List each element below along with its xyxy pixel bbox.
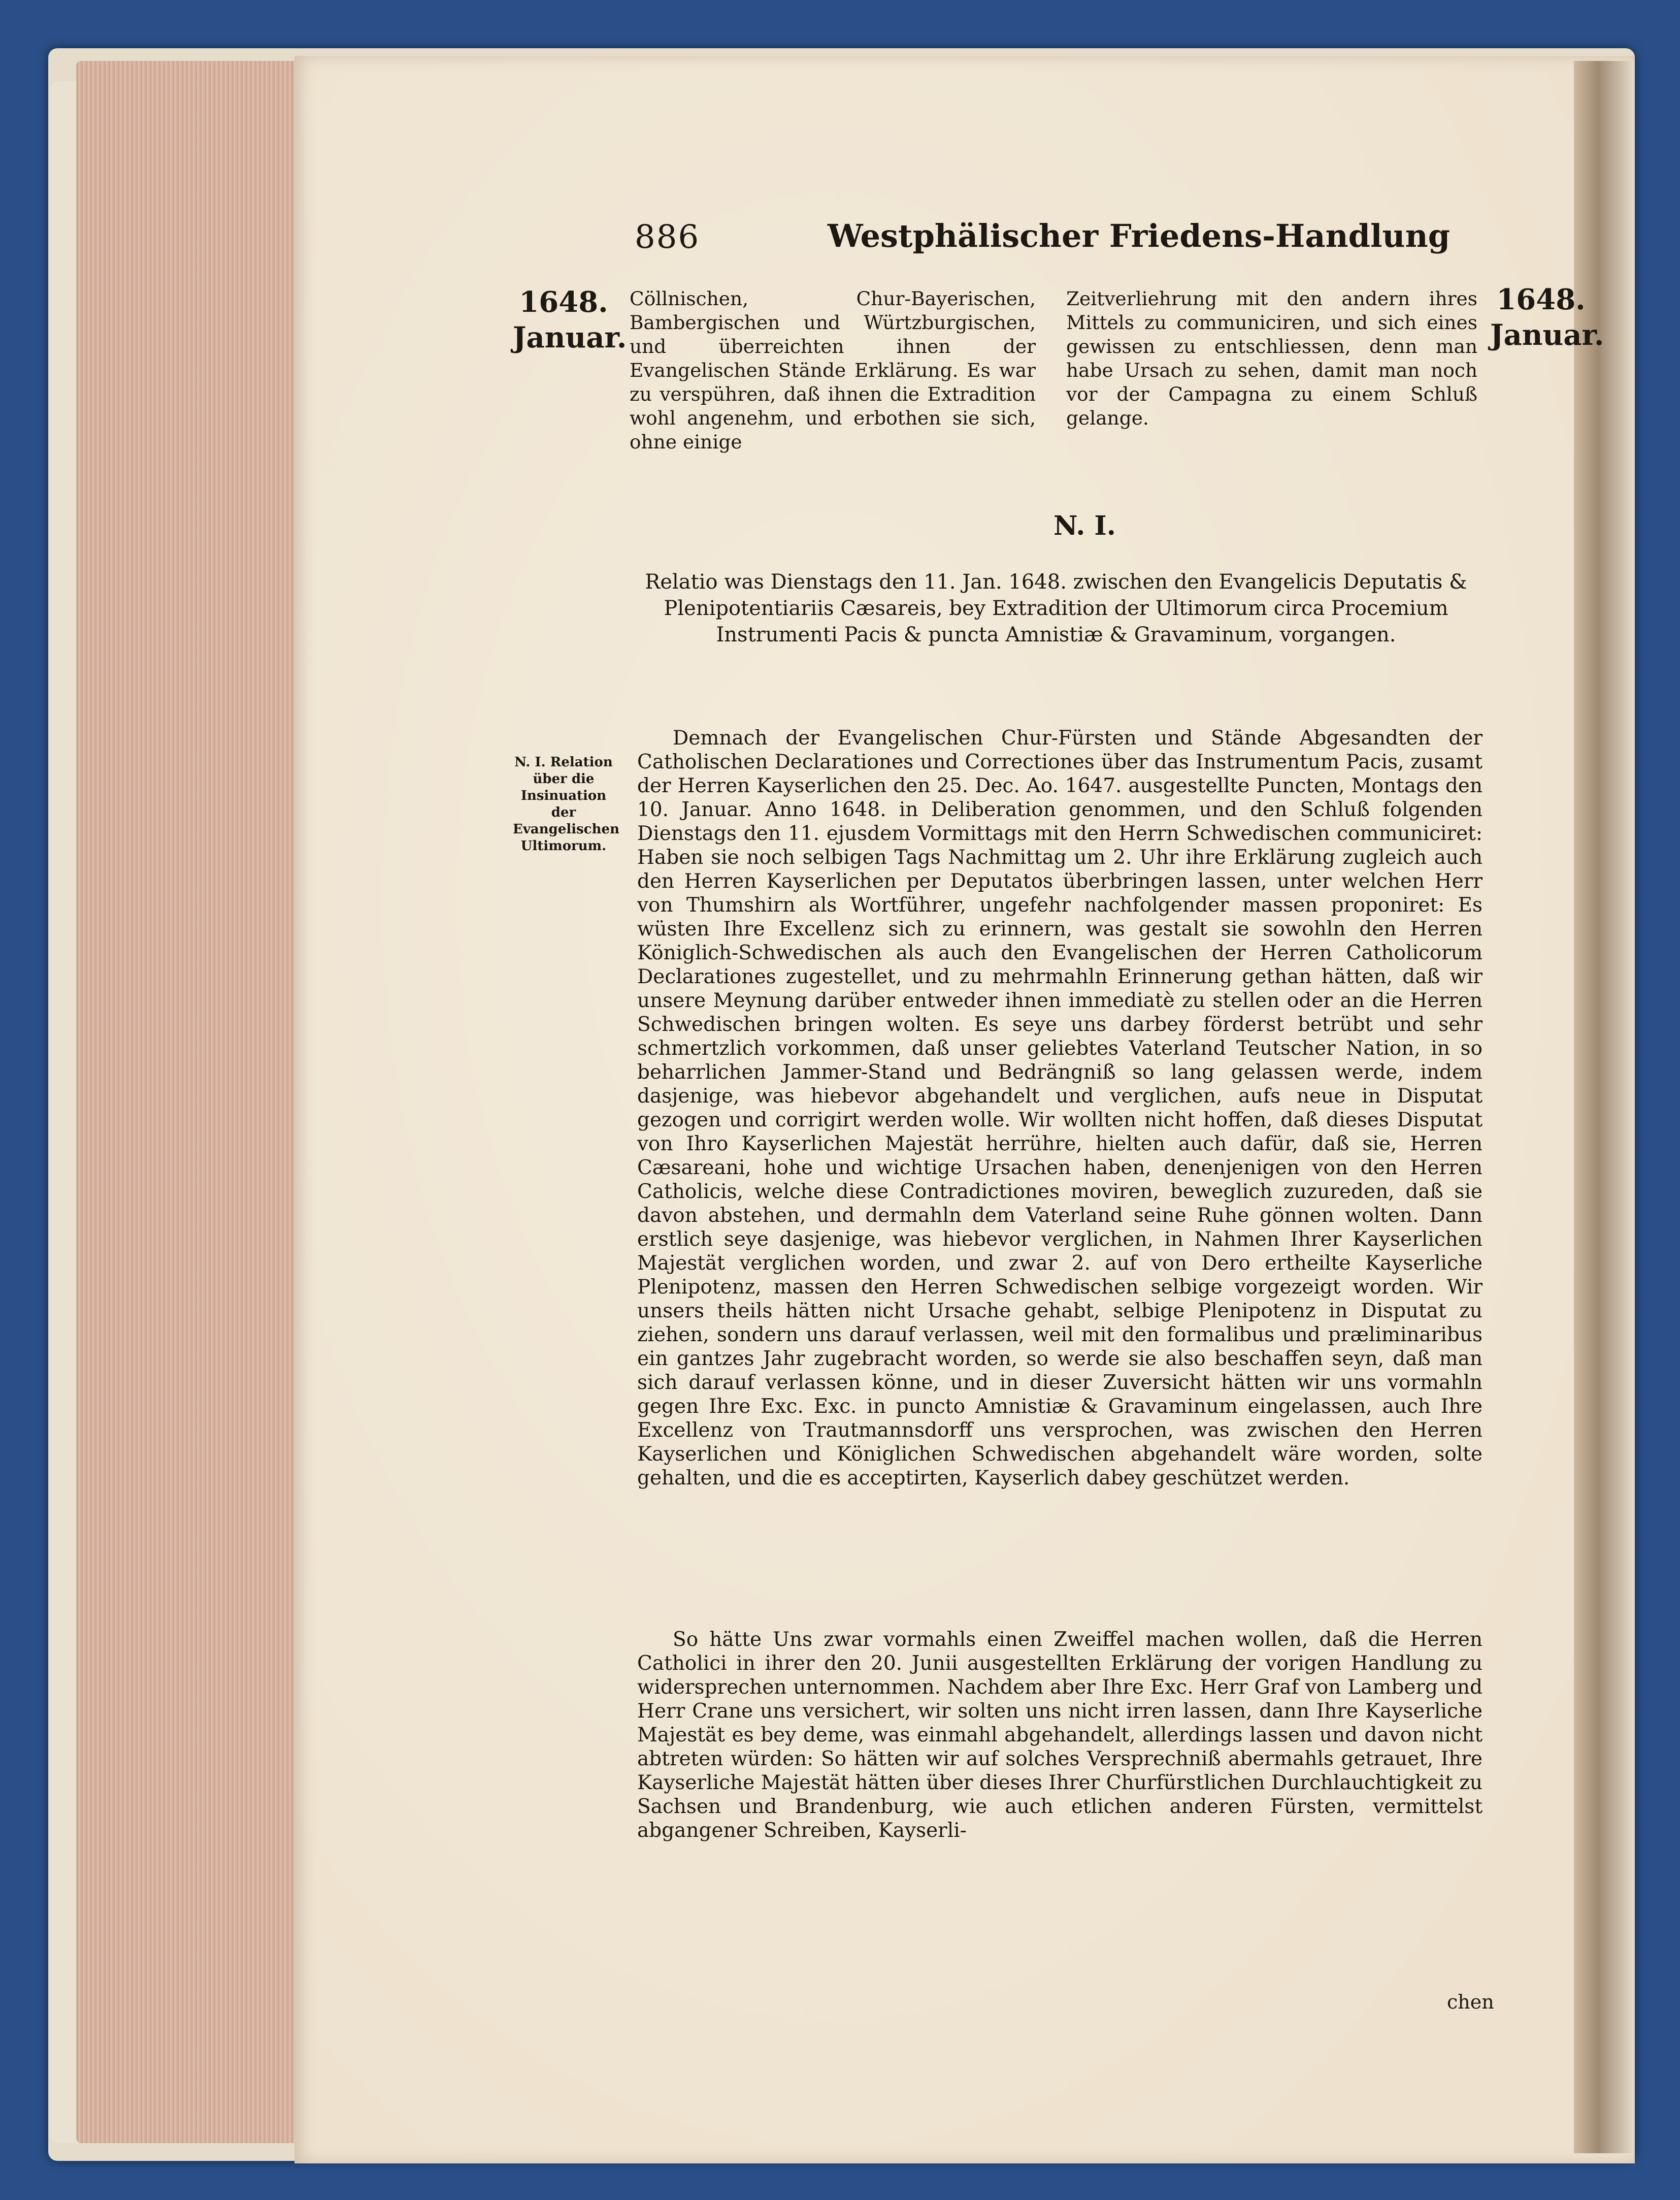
catchword: chen bbox=[1447, 1991, 1494, 2013]
book-gutter bbox=[1574, 61, 1635, 2153]
margin-year-left-year: 1648. bbox=[519, 285, 608, 319]
marginal-note: N. I. Relation über die Insinuation der Evangelischen Ultimorum. bbox=[513, 755, 619, 854]
margin-year-left bbox=[513, 284, 627, 355]
document-title: Relatio was Dienstags den 11. Jan. 1648. zwischen den Evangelicis Deputatis & Plenipotentiariis Cæsareis, bey Extradition der Ultimorum circa Procemium Instrumenti Pacis & puncta Amnistiæ & Gravaminum, vorgangen. bbox=[645, 570, 1467, 646]
margin-year-right bbox=[1490, 282, 1604, 353]
margin-year-right-year: 1648. bbox=[1496, 283, 1586, 316]
page-block-edge bbox=[76, 61, 294, 2143]
margin-year-right-month: Januar. bbox=[1490, 318, 1604, 352]
body-paragraph-2: So hätte Uns zwar vormahls einen Zweiffel machen wollen, daß die Herren Catholici in ihrer den 20. Junii ausgestellten Erklärung der vorigen Handlung zu widersprechen unternommen. Nachdem aber Ihre Exc. Herr Graf von Lamberg und Herr Crane uns versichert, wir solten uns nicht irren lassen, dann Ihre Kayserliche Majestät es bey deme, was einmahl abgehandelt, allerdings lassen und davon nicht abtreten würden: So hätten wir auf solches Versprechniß abermahls getrauet, Ihre Kayserliche Majestät hätten über dieses Ihrer Churfürstlichen Durchlauchtigkeit zu Sachsen und Brandenburg, wie auch etlichen anderen Fürsten, vermittelst abgangener Schreiben, Kayserli- bbox=[637, 1628, 1483, 1842]
section-number: N. I. bbox=[1053, 510, 1116, 541]
text-column-left: Cöllnischen, Chur-Bayerischen, Bambergischen und Würtzburgischen, und überreichten ihnen der Evangelischen Stände Erklärung. Es war zu verspühren, daß ihnen die Extradition wohl angenehm, und erbothen sie sich, ohne einige bbox=[630, 287, 1036, 453]
running-head: Westphälischer Friedens-Handlung bbox=[828, 217, 1451, 254]
text-column-right: Zeitverliehrung mit den andern ihres Mittels zu communiciren, und sich eines gewissen zu entschliessen, denn man habe Ursach zu sehen, damit man noch vor der Campagna zu einem Schluß gelange. bbox=[1066, 287, 1477, 429]
body-paragraph-1: Demnach der Evangelischen Chur-Fürsten und Stände Abgesandten der Catholischen Declarationes und Correctiones über das Instrumentum Pacis, zusamt der Herren Kayserlichen den 25. Dec. Ao. 1647. ausgestellte Puncten, Montags den 10. Januar. Anno 1648. in Deliberation genommen, und den Schluß folgenden Dienstags den 11. ejusdem Vormittags mit den Herrn Schwedischen communiciret: Haben sie noch selbigen Tags Nachmittag um 2. Uhr ihre Erklärung zugleich auch den Herren Kayserlichen per Deputatos überbringen lassen, unter welchen Herr von Thumshirn als Wortführer, ungefehr nachfolgender massen proponiret: Es wüsten Ihre Excellenz sich zu erinnern, was gestalt sie sowohln den Herren Königlich-Schwedischen als auch den Evangelischen der Herren Catholicorum Declarationes zugestellet, und zu mehrmahln Erinnerung gethan hätten, daß wir unsere Meynung darüber entweder ihnen immediatè zu stellen oder an die Herren Schwedischen bringen wolten. Es seye uns darbey förderst betrübt und sehr schmertzlich vorkommen, daß unser geliebtes Vaterland Teutscher Nation, in so beharrlichen Jammer-Stand und Bedrängniß so lang gelassen werde, indem dasjenige, was hiebevor abgehandelt und verglichen, aufs neue in Disputat gezogen und corrigirt werden wolle. Wir wollten nicht hoffen, daß dieses Disputat von Ihro Kayserlichen Majestät herrühre, hielten auch dafür, daß sie, Herren Cæsareani, hohe und wichtige Ursachen haben, denenjenigen von den Herren Catholicis, welche diese Contradictiones moviren, beweglich zuzureden, daß sie davon abstehen, und dermahln dem Vaterland seine Ruhe gönnen wolten. Dann erstlich seye dasjenige, was hiebevor verglichen, in Nahmen Ihrer Kayserlichen Majestät verglichen worden, und zwar 2. auf von Dero ertheilte Kayserliche Plenipotenz, massen den Herren Schwedischen selbige vorgezeigt worden. Wir unsers theils hätten nicht Ursache gehabt, selbige Plenipotenz in Disputat zu ziehen, sondern uns darauf verlassen, weil mit den formalibus und præliminaribus ein gantzes Jahr zugebracht worden, so werde sie also beschaffen seyn, daß man sich darauf verlassen könne, und in dieser Zuversicht hätten wir uns vormahln gegen Ihre Exc. Exc. in puncto Amnistiæ & Gravaminum eingelassen, auch Ihre Excellenz von Trautmannsdorff uns versprochen, was zwischen den Herren Kayserlichen und Königlichen Schwedischen abgehandelt wäre worden, solte gehalten, und die es acceptirten, Kayserlich dabey geschützet werden. bbox=[637, 727, 1483, 1490]
margin-year-left-month: Januar. bbox=[513, 321, 627, 354]
page-number: 886 bbox=[635, 218, 700, 256]
